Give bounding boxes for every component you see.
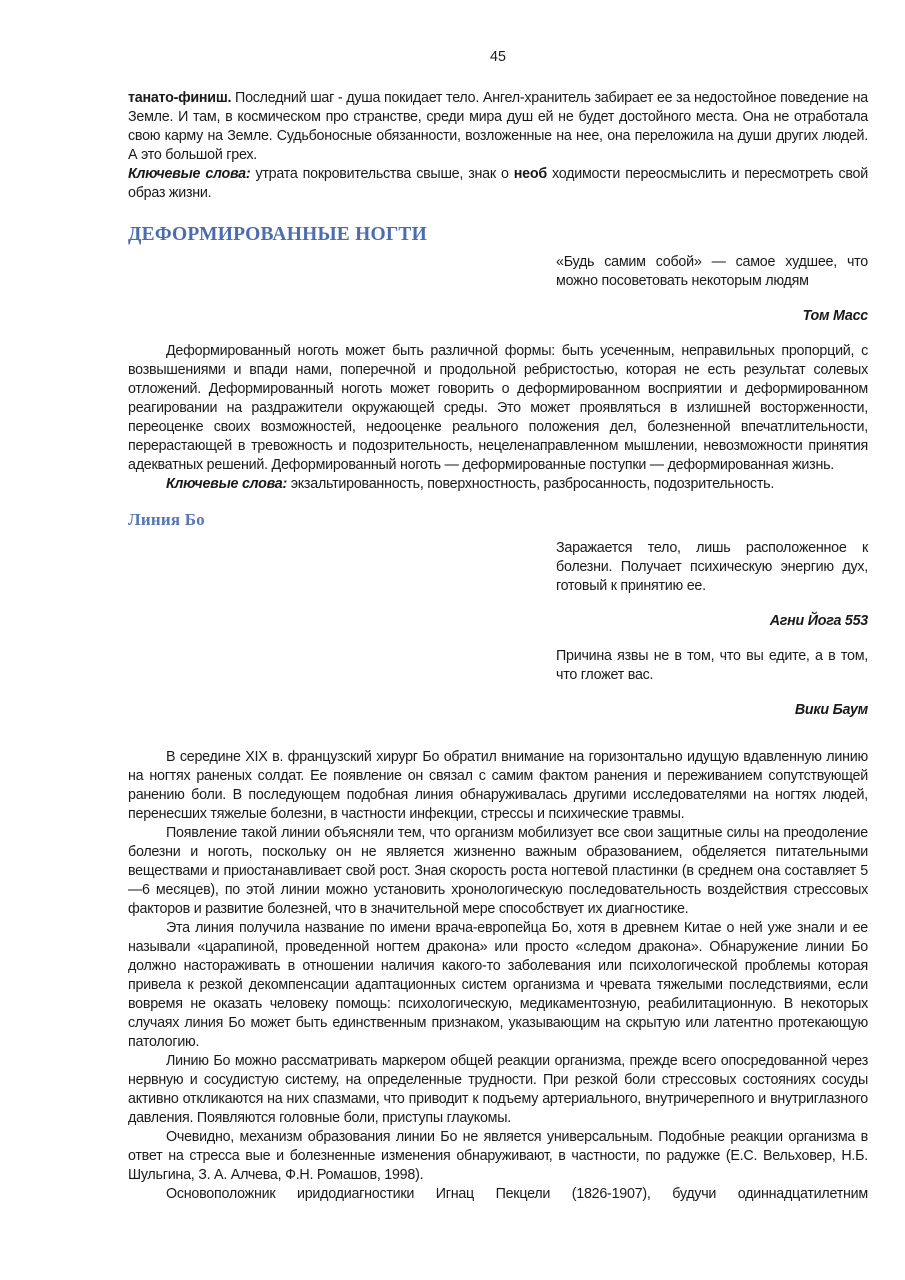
page-number: 45 <box>490 49 506 65</box>
keywords-text-before: утрата покровительства свыше, знак о <box>250 166 514 182</box>
keywords-label: Ключевые слова: <box>128 166 251 182</box>
section-heading-bo-line: Линия Бо <box>128 510 205 529</box>
keywords-label: Ключевые слова: <box>166 476 287 492</box>
epigraph-author-deformed: Том Масс <box>802 308 868 324</box>
section-heading-deformed-nails: ДЕФОРМИРОВАННЫЕ НОГТИ <box>128 224 427 245</box>
bo-line-body <box>128 748 868 1204</box>
section-paragraph-deformed-nails: Деформированный ноготь может быть различной формы: быть усеченным, неправильных пропорций, с возвышениями и впади нами, поперечной и продольной ребристостью, которая не есть результат солевых отложений. Деформированный ноготь может говорить о деформированном восприятии и деформированном реагировании на раздражители окружающей среды. Это может проявляться в излишней восторженности, переоценке своих возможностей, недооценке реального положения дел, болезненной впечатлительности, перерастающей в тревожность и подозрительность, нецеленаправленном мышлении, невозможности принятия адекватных решений. Деформированный ноготь — деформированные поступки — деформированная жизнь. <box>128 343 868 473</box>
epigraph-quote-agni: Заражается тело, лишь расположенное к болезни. Получает психическую энергию дух, готовый к принятию ее. <box>556 540 868 594</box>
keywords-bold-fragment: необ <box>513 166 547 182</box>
body-paragraph: Эта линия получила название по имени врача-европейца Бо, хотя в древнем Китае о ней уже знали и ее называли «царапиной, проведенной ногтем дракона» или просто «следом дракона». Обнаружение линии Бо должно настораживать в отношении наличия какого-то заболевания или психологической проблемы которая привела к резкой декомпенсации адаптационных систем организма и чревата тяжелыми последствиями, если вовремя не оказать человеку помощь: психологическую, медикаментозную, реабилитационную. В некоторых случаях линия Бо может быть единственным признаком, указывающим на скрытую или латентно протекающую патологию. <box>128 920 868 1050</box>
epigraph-quote-baum: Причина язвы не в том, что вы едите, а в том, что гложет вас. <box>556 648 868 683</box>
epigraph-author-baum: Вики Баум <box>794 702 868 718</box>
body-paragraph: Очевидно, механизм образования линии Бо не является универсальным. Подобные реакции организма в ответ на стресса вые и болезненные изменения обнаруживают, в частности, по радужке (Е.С. Вельховер, Н.Б. Шульгина, З. А. Алчева, Ф.Н. Ромашов, 1998). <box>128 1129 868 1183</box>
keywords-text-after: ходимости переосмыслить и пересмотреть свой образ жизни. <box>128 166 868 201</box>
epigraph-author-agni: Агни Йога 553 <box>769 613 868 629</box>
paragraph-thanato-finish <box>128 89 868 165</box>
body-paragraph-continued: Основоположник иридодиагностики Игнац Пекцели (1826-1907), будучи одиннадцатилетним <box>166 1186 868 1202</box>
body-paragraph: Появление такой линии объясняли тем, что организм мобилизует все свои защитные силы на преодоление болезни и ноготь, поскольку он не является жизненно важным образованием, обделяется питательными веществами и приостанавливает свой рост. Зная скорость роста ногтевой пластинки (в среднем она составляет 5—6 месяцев), по этой линии можно установить хронологическую последовательность воздействия стрессовых факторов и развитие болезней, что в значительной мере способствует их диагностике. <box>128 825 868 917</box>
keywords-line-thanato <box>128 165 868 203</box>
keywords-text: экзальтированность, поверхностность, разбросанность, подозрительность. <box>287 476 775 492</box>
thanato-text: Последний шаг - душа покидает тело. Ангел-хранитель забирает ее за недостойное поведение на Земле. И там, в космическом про странстве, среди мира душ ей не будет достойного места. Она не отработала свою карму на Земле. Судьбоносные обязанности, возложенные на нее, она переложила на души других людей. А это большой грех. <box>128 90 868 163</box>
keywords-line-deformed <box>128 475 868 494</box>
body-paragraph: Линию Бо можно рассматривать маркером общей реакции организма, прежде всего опосредованной через нервную и сосудистую систему, на определенные трудности. При резкой боли стрессовых состояниях сосуды активно откликаются на них спазмами, что приводит к подъему артериального, внутричерепного и внутриглазного давления. Появляются головные боли, приступы глаукомы. <box>128 1053 868 1126</box>
thanato-lead-bold: танато-финиш. <box>128 90 232 106</box>
body-paragraph: В середине XIX в. французский хирург Бо обратил внимание на горизонтально идущую вдавленную линию на ногтях раненых солдат. Ее появление он связал с самим фактом ранения и переживанием сопутствующей ранению боли. В последующем подобная линия обнаруживалась другими исследователями на ногтях людей, перенесших тяжелые болезни, в частности инфекции, стрессы и психические травмы. <box>128 749 868 822</box>
epigraph-quote-deformed: «Будь самим собой» — самое худшее, что можно посоветовать некоторым людям <box>556 254 868 289</box>
